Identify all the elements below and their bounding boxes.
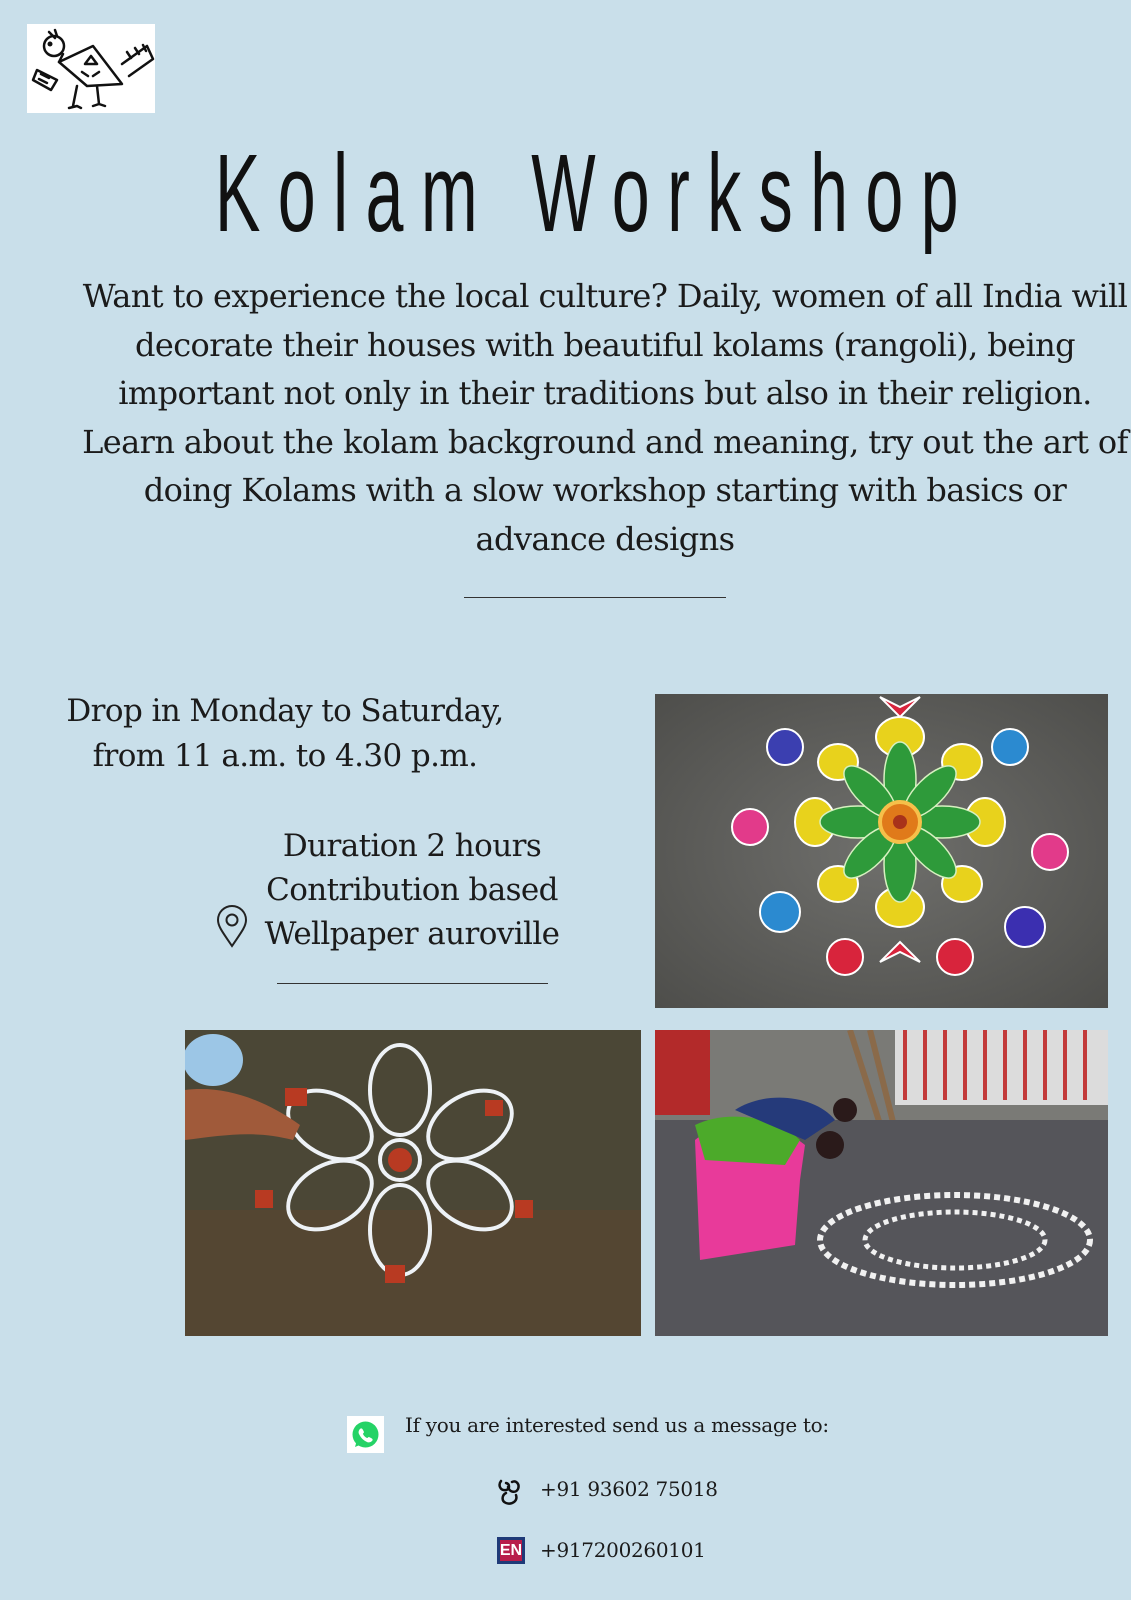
divider — [464, 597, 726, 598]
tamil-letter-icon — [496, 1475, 524, 1507]
duration: Duration 2 hours — [282, 828, 542, 864]
bird-recycle-logo-icon — [27, 24, 155, 113]
workshop-details — [262, 824, 562, 956]
divider — [277, 983, 548, 984]
contribution: Contribution based — [266, 872, 558, 908]
schedule-hours: from 11 a.m. to 4.30 p.m. — [92, 738, 478, 774]
street-kolam-photo — [655, 1030, 1108, 1336]
schedule-days: Drop in Monday to Saturday, — [66, 693, 504, 729]
contact-intro-text: If you are interested send us a message to: — [405, 1413, 829, 1437]
location: Wellpaper auroville — [264, 916, 560, 952]
map-pin-icon — [214, 903, 250, 949]
colorful-kolam-photo — [655, 694, 1108, 1008]
page-title: Kolam Workshop — [214, 132, 976, 255]
intro-paragraph: Want to experience the local culture? Daily, women of all India will decorate their houses with beautiful kolams (rangoli), being important not only in their traditions but also in their religion. Learn about the kolam background and meaning, try out the art of doing Kolams with a slow workshop starting with basics or advance designs — [82, 277, 1128, 558]
white-kolam-photo — [185, 1030, 641, 1336]
schedule — [60, 689, 510, 779]
phone-english[interactable]: +917200260101 — [540, 1538, 706, 1562]
whatsapp-icon — [347, 1416, 384, 1453]
phone-tamil[interactable]: +91 93602 75018 — [540, 1477, 718, 1501]
en-badge-icon: EN — [497, 1537, 525, 1564]
